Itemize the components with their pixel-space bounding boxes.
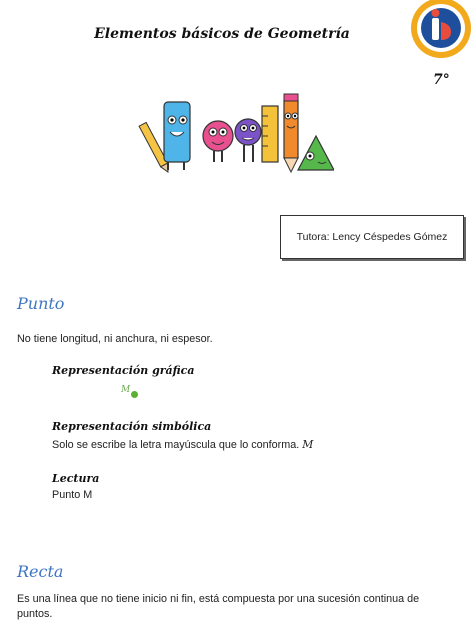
section-heading-recta: Recta xyxy=(17,562,64,581)
symbolic-representation-heading: Representación simbólica xyxy=(52,420,212,433)
point-label: M xyxy=(121,385,131,395)
document-title: Elementos básicos de Geometría xyxy=(94,26,350,42)
punto-definition: No tiene longitud, ni anchura, ni espesor. xyxy=(17,333,213,345)
symbolic-description: Solo se escribe la letra mayúscula que lo conforma. xyxy=(52,439,300,451)
school-logo xyxy=(408,0,474,60)
recta-definition-line1: Es una línea que no tiene inicio ni fin, está compuesta por una sucesión continua de xyxy=(17,593,420,605)
recta-definition-line2: puntos. xyxy=(17,608,53,620)
symbolic-variable: M xyxy=(302,438,314,451)
symbolic-text xyxy=(52,438,313,451)
tutor-name: Tutora: Lency Céspedes Gómez xyxy=(296,231,448,243)
grade-label: 7° xyxy=(433,72,450,88)
school-supplies-illustration xyxy=(138,92,334,176)
tutor-box xyxy=(280,215,464,259)
reading-text: Punto M xyxy=(52,489,93,501)
point-dot xyxy=(131,391,138,398)
reading-heading: Lectura xyxy=(52,472,100,485)
graphic-representation-heading: Representación gráfica xyxy=(52,364,195,377)
section-heading-punto: Punto xyxy=(17,294,65,313)
